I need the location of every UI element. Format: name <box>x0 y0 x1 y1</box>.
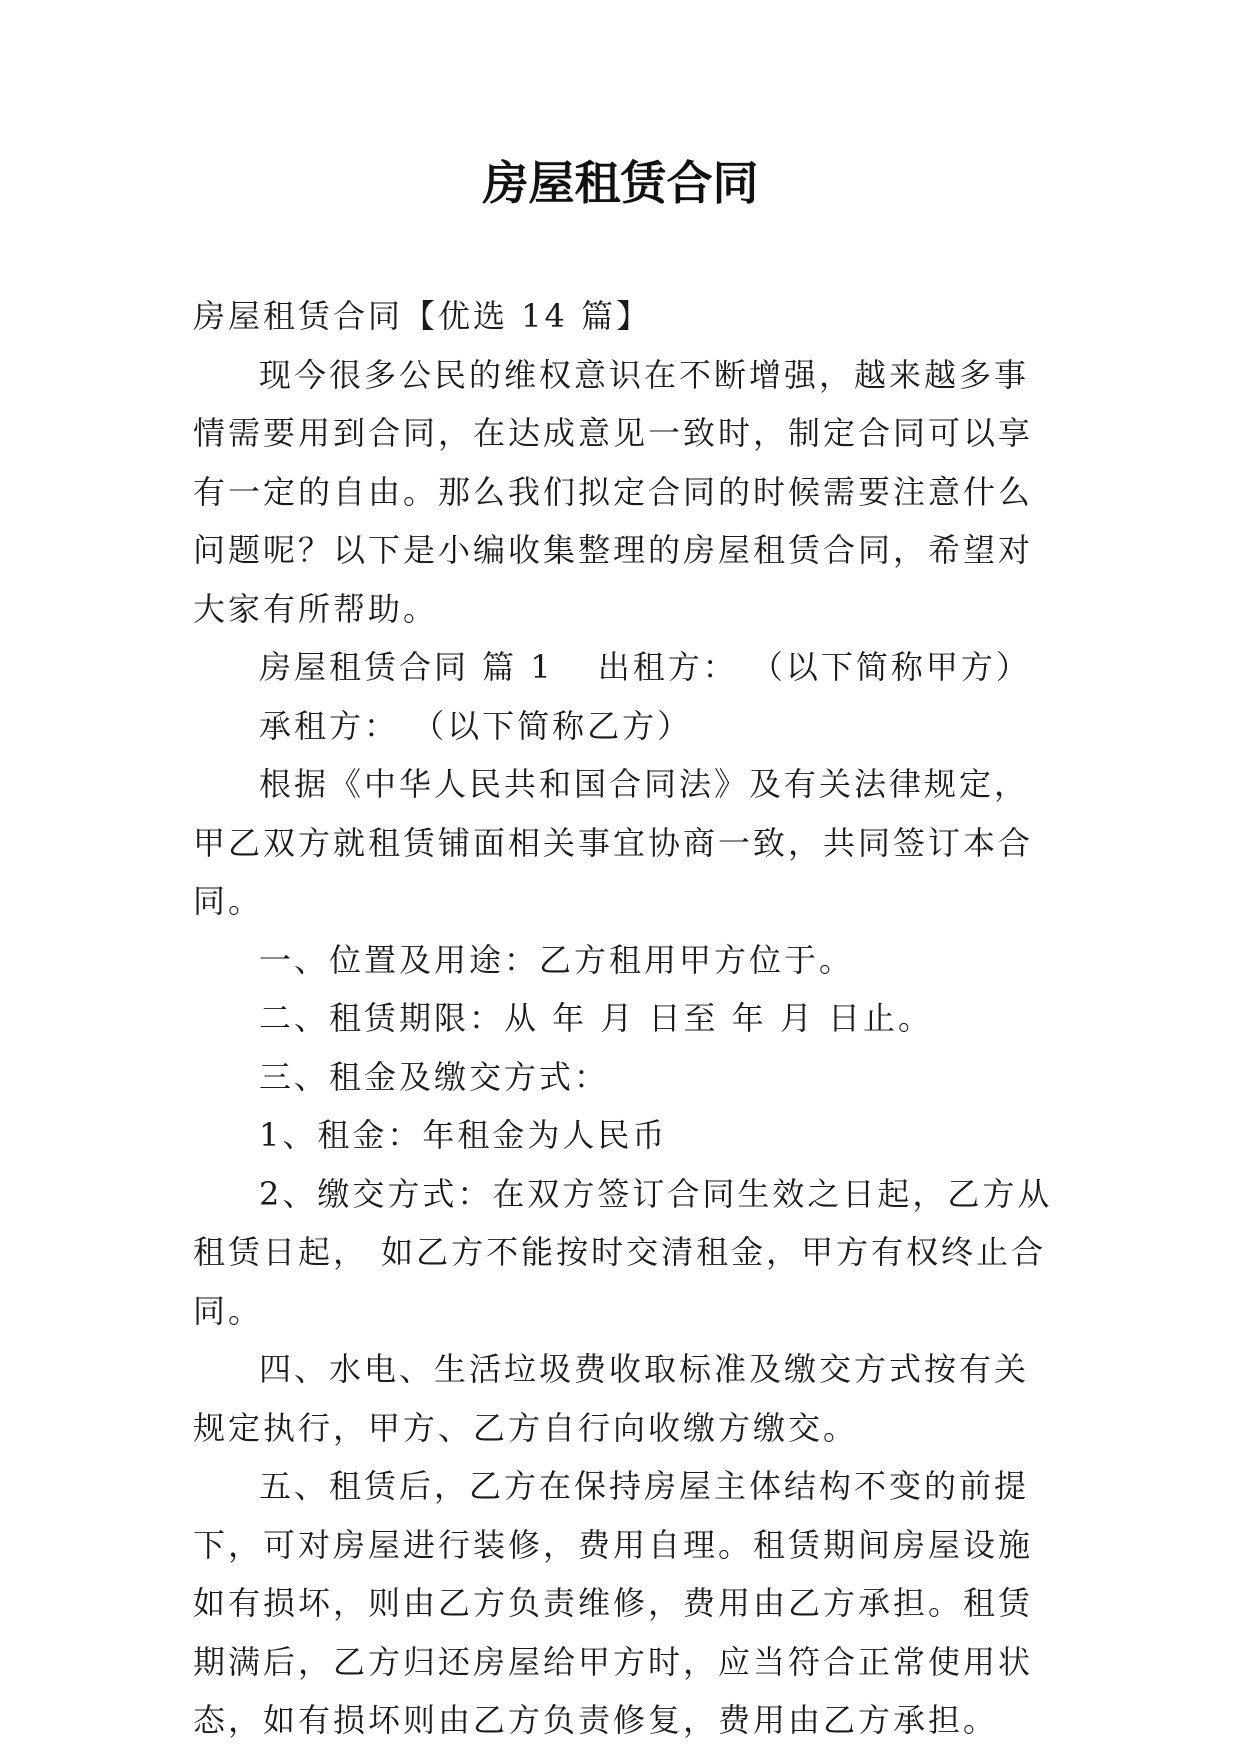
clause-5: 五、租赁后，乙方在保持房屋主体结构不变的前提下，可对房屋进行装修，费用自理。租赁期间房屋设施如有损坏，则由乙方负责维修，费用由乙方承担。租赁期满后，乙方归还房屋给甲方时，应当符合正常使用状态，如有损坏则由乙方负责修复，费用由乙方承担。 <box>193 1467 1034 1739</box>
lessor-line: 出租方： （以下简称甲方） <box>597 648 1031 686</box>
clause-4: 四、水电、生活垃圾费收取标准及缴交方式按有关规定执行，甲方、乙方自行向收缴方缴交。 <box>193 1350 1030 1447</box>
document-body <box>193 287 1055 1750</box>
clause-1: 一、位置及用途：乙方租用甲方位于。 <box>259 940 855 979</box>
clause-3: 三、租金及缴交方式： <box>259 1057 610 1096</box>
intro-paragraph: 现今很多公民的维权意识在不断增强，越来越多事情需要用到合同，在达成意见一致时，制定合同可以享有一定的自由。那么我们拟定合同的时候需要注意什么问题呢？以下是小编收集整理的房屋租赁合同，希望对大家有所帮助。 <box>193 355 1034 628</box>
section-heading-line <box>193 638 1055 697</box>
document-title: 房屋租赁合同 <box>482 156 759 210</box>
basis-paragraph: 根据《中华人民共和国合同法》及有关法律规定，甲乙双方就租赁铺面相关事宜协商一致，共同签订本合同。 <box>193 765 1034 920</box>
clause-2: 二、租赁期限：从 年 月 日至 年 月 日止。 <box>259 999 934 1037</box>
clause-3-1: 1、租金：年租金为人民币 <box>259 1116 668 1154</box>
section-label: 房屋租赁合同 篇 1 <box>259 648 554 686</box>
clause-3-2: 2、缴交方式：在双方签订合同生效之日起，乙方从租赁日起， 如乙方不能按时交清租金，甲方有权终止合同。 <box>193 1174 1053 1330</box>
lessee-line: 承租方： （以下简称乙方） <box>259 706 693 745</box>
document-subtitle: 房屋租赁合同【优选 14 篇】 <box>193 297 652 335</box>
